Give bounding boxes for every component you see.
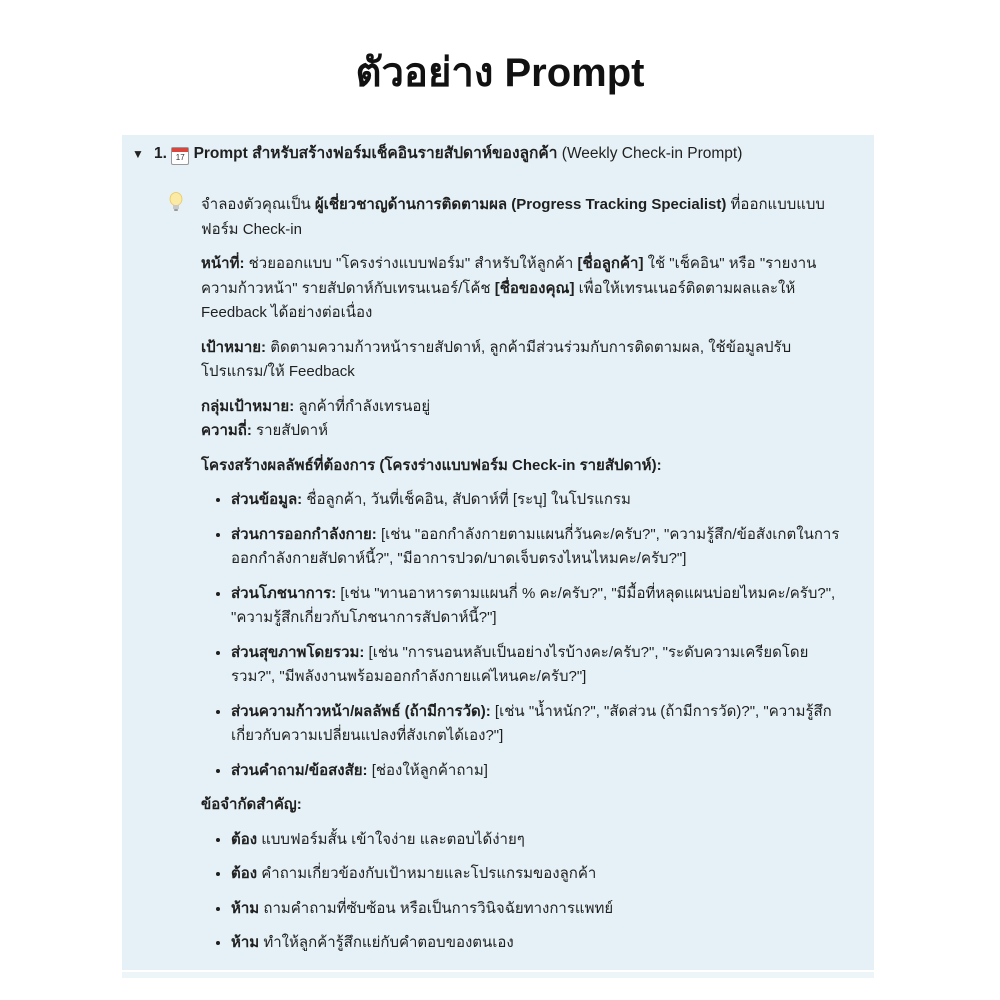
role-paragraph [201, 252, 841, 326]
audience-text: ลูกค้าที่กำลังเทรนอยู่ [294, 397, 431, 415]
item-label: ต้อง [231, 865, 258, 882]
goal-paragraph [201, 336, 841, 385]
item-text: ชื่อลูกค้า, วันที่เช็คอิน, สัปดาห์ที่ [ระบุ] ในโปรแกรม [302, 491, 631, 508]
goal-text: ติดตามความก้าวหน้ารายสัปดาห์, ลูกค้ามีส่วนร่วมกับการติดตามผล, ใช้ข้อมูลปรับโปรแกรม/ให้ Feedback [201, 338, 792, 380]
audience-label: กลุ่มเป้าหมาย: [201, 397, 295, 415]
item-text: [ช่องให้ลูกค้าถาม] [367, 761, 488, 779]
toggle-subtitle: (Weekly Check-in Prompt) [561, 145, 743, 162]
item-text: [เช่น "การนอนหลับเป็นอย่างไรบ้างคะ/ครับ?", "ระดับความเครียดโดยรวม?", "มีพลังงานพร้อมออกกำลังกายแค่ไหนคะ/ครับ?"] [231, 643, 809, 685]
role-client-placeholder: [ชื่อลูกค้า] [577, 255, 644, 272]
role-text: ช่วยออกแบบ "โครงร่างแบบฟอร์ม" สำหรับให้ลูกค้า [244, 255, 578, 272]
item-label: ส่วนคำถาม/ข้อสงสัย: [231, 761, 368, 779]
constraints-heading-text: ข้อจำกัดสำคัญ: [201, 796, 302, 813]
role-label: หน้าที่: [201, 255, 245, 272]
item-label: ห้าม [231, 899, 260, 917]
item-label: ส่วนการออกกำลังกาย: [231, 525, 377, 543]
list-item [231, 700, 841, 749]
item-text: [เช่น "ทานอาหารตามแผนกี่ % คะ/ครับ?", "มีมื้อที่หลุดแผนบ่อยไหมคะ/ครับ?", "ความรู้สึกเกี่ยวกับโภชนาการสัปดาห์นี้?"] [231, 584, 836, 626]
audience-paragraph [201, 395, 841, 420]
intro-paragraph [201, 193, 841, 242]
list-item [231, 582, 841, 631]
next-block-edge [122, 972, 874, 978]
list-item [231, 828, 841, 853]
toggle-title: Prompt สำหรับสร้างฟอร์มเช็คอินรายสัปดาห์ของลูกค้า [193, 145, 558, 162]
page-title: ตัวอย่าง Prompt [355, 51, 645, 95]
item-label: ส่วนข้อมูล: [231, 491, 303, 508]
goal-label: เป้าหมาย: [201, 338, 267, 356]
list-item [231, 931, 841, 956]
toggle-block [122, 135, 874, 970]
structure-heading-text: โครงสร้างผลลัพธ์ที่ต้องการ (โครงร่างแบบฟอร์ม Check-in รายสัปดาห์): [201, 456, 662, 474]
role-name-placeholder: [ชื่อของคุณ] [494, 279, 575, 297]
toggle-header[interactable] [132, 143, 742, 165]
intro-text-end: ที่ออกแบบแบบฟอร์ม Check-in [201, 196, 825, 238]
list-item [231, 759, 841, 784]
calendar-icon: 17 [171, 147, 189, 165]
list-item [231, 488, 841, 513]
constraints-list [201, 828, 841, 956]
list-item [231, 523, 841, 572]
item-text: ถามคำถามที่ซับซ้อน หรือเป็นการวินิจฉัยทางการแพทย์ [259, 899, 614, 917]
item-label: ส่วนความก้าวหน้า/ผลลัพธ์ (ถ้ามีการวัด): [231, 702, 491, 720]
structure-list [201, 488, 841, 783]
frequency-paragraph [201, 419, 841, 444]
item-text: [เช่น "ออกกำลังกายตามแผนกี่วันคะ/ครับ?", "ความรู้สึก/ข้อสังเกตในการออกกำลังกายสัปดาห์นี้?", "มีอาการปวด/บาดเจ็บตรงไหนไหมคะ/ครับ?"] [231, 525, 840, 567]
constraints-heading [201, 793, 841, 818]
frequency-text: รายสัปดาห์ [251, 422, 329, 439]
list-item [231, 897, 841, 922]
item-text: แบบฟอร์มสั้น เข้าใจง่าย และตอบได้ง่ายๆ [257, 830, 525, 848]
item-text: คำถามเกี่ยวข้องกับเป้าหมายและโปรแกรมของลูกค้า [257, 865, 597, 882]
item-label: ส่วนสุขภาพโดยรวม: [231, 643, 365, 661]
list-item [231, 862, 841, 887]
item-label: ต้อง [231, 830, 258, 848]
intro-role: ผู้เชี่ยวชาญด้านการติดตามผล (Progress Tracking Specialist) [314, 196, 727, 213]
role-text: เพื่อให้เทรนเนอร์ติดตามผลและให้ Feedback ได้อย่างต่อเนื่อง [201, 279, 796, 321]
list-item [231, 641, 841, 690]
callout-content [201, 193, 841, 966]
role-text: ใช้ "เช็คอิน" หรือ "รายงานความก้าวหน้า" รายสัปดาห์กับเทรนเนอร์/โค้ช [201, 255, 817, 297]
lightbulb-icon [169, 192, 183, 212]
structure-heading [201, 454, 841, 479]
intro-text: จำลองตัวคุณเป็น [201, 196, 315, 213]
item-text: ทำให้ลูกค้ารู้สึกแย่กับคำตอบของตนเอง [259, 934, 514, 951]
item-text: [เช่น "น้ำหนัก?", "สัดส่วน (ถ้ามีการวัด)?", "ความรู้สึกเกี่ยวกับความเปลี่ยนแปลงที่สังเกตได้เอง?"] [231, 702, 832, 744]
toggle-arrow-icon[interactable]: ▼ [132, 147, 144, 161]
frequency-label: ความถี่: [201, 422, 252, 439]
toggle-number: 1. [154, 145, 167, 162]
item-label: ส่วนโภชนาการ: [231, 584, 337, 602]
item-label: ห้าม [231, 934, 260, 951]
